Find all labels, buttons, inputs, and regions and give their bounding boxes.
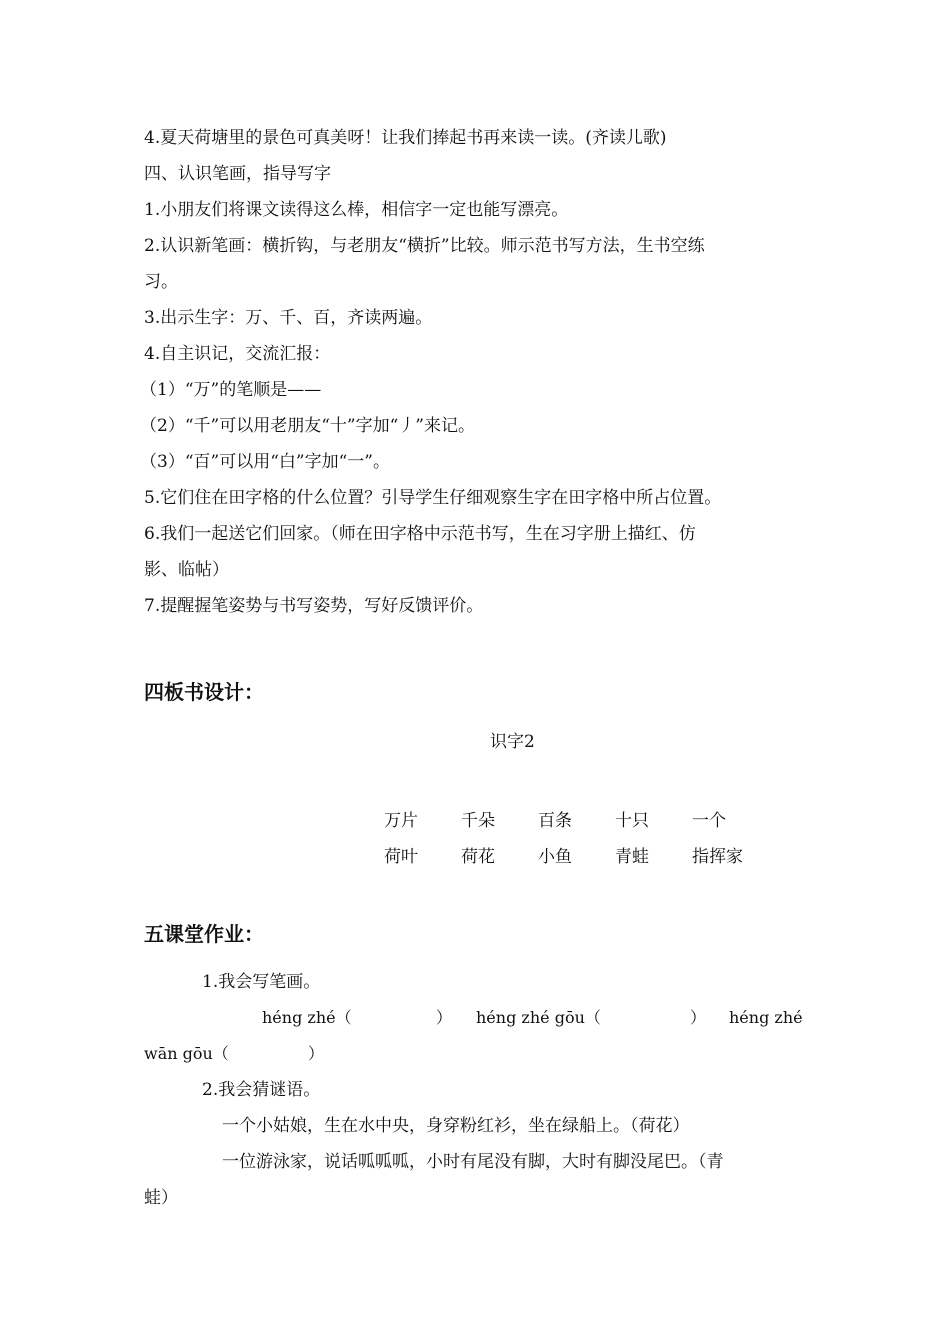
- pinyin-bracket: ）: [690, 1008, 707, 1027]
- board-word: 百条: [538, 810, 572, 831]
- text-line: （2）“千”可以用老朋友“十”字加“丿”来记。: [140, 416, 475, 436]
- pinyin-item: héng zhé gōu（: [476, 1008, 601, 1027]
- text-line: （3）“百”可以用“白”字加“一”。: [140, 452, 390, 472]
- pinyin-bracket: ）: [308, 1044, 325, 1063]
- board-word: 青蛙: [615, 846, 649, 867]
- board-word: 指挥家: [692, 846, 743, 867]
- board-row: [384, 836, 769, 872]
- riddle-line: 一位游泳家，说话呱呱呱，小时有尾没有脚，大时有脚没尾巴。（青: [222, 1152, 724, 1172]
- text-line: 6.我们一起送它们回家。（师在田字格中示范书写，生在习字册上描红、仿: [144, 524, 696, 544]
- text-line: （1）“万”的笔顺是——: [140, 380, 322, 400]
- pinyin-item: héng zhé（: [262, 1008, 352, 1027]
- text-line: 影、临帖）: [144, 560, 229, 580]
- homework-heading: 五课堂作业：: [144, 922, 264, 946]
- board-word: 荷花: [461, 846, 495, 867]
- board-word: 荷叶: [384, 846, 418, 867]
- board-word: 十只: [615, 810, 649, 831]
- text-line: 4.自主识记，交流汇报：: [144, 344, 331, 364]
- section-title: 四、认识笔画，指导写字: [144, 164, 331, 184]
- board-word: 一个: [692, 810, 726, 831]
- homework-question: 1.我会写笔画。: [202, 972, 321, 992]
- board-word: 万片: [384, 810, 418, 831]
- board-row: [384, 800, 769, 836]
- text-line: 1.小朋友们将课文读得这么棒，相信字一定也能写漂亮。: [144, 200, 569, 220]
- board-grid: [384, 800, 769, 872]
- pinyin-bracket: ）: [436, 1008, 453, 1027]
- text-line: 7.提醒握笔姿势与书写姿势，写好反馈评价。: [144, 596, 484, 616]
- board-title: 识字2: [490, 732, 535, 752]
- board-word: 千朵: [461, 810, 495, 831]
- board-heading: 四板书设计：: [144, 680, 264, 704]
- homework-question: 2.我会猜谜语。: [202, 1080, 321, 1100]
- text-line: 习。: [144, 272, 178, 292]
- riddle-line: 一个小姑娘，生在水中央，身穿粉红衫，坐在绿船上。（荷花）: [222, 1116, 690, 1136]
- pinyin-item: héng zhé: [729, 1008, 803, 1027]
- riddle-line: 蛙）: [144, 1188, 178, 1208]
- text-line: 4.夏天荷塘里的景色可真美呀！让我们捧起书再来读一读。(齐读儿歌): [144, 128, 667, 148]
- pinyin-item: wān gōu（: [144, 1044, 229, 1063]
- text-line: 5.它们住在田字格的什么位置？引导学生仔细观察生字在田字格中所占位置。: [144, 488, 722, 508]
- text-line: 2.认识新笔画：横折钩，与老朋友“横折”比较。师示范书写方法，生书空练: [144, 236, 705, 256]
- board-word: 小鱼: [538, 846, 572, 867]
- text-line: 3.出示生字：万、千、百，齐读两遍。: [144, 308, 433, 328]
